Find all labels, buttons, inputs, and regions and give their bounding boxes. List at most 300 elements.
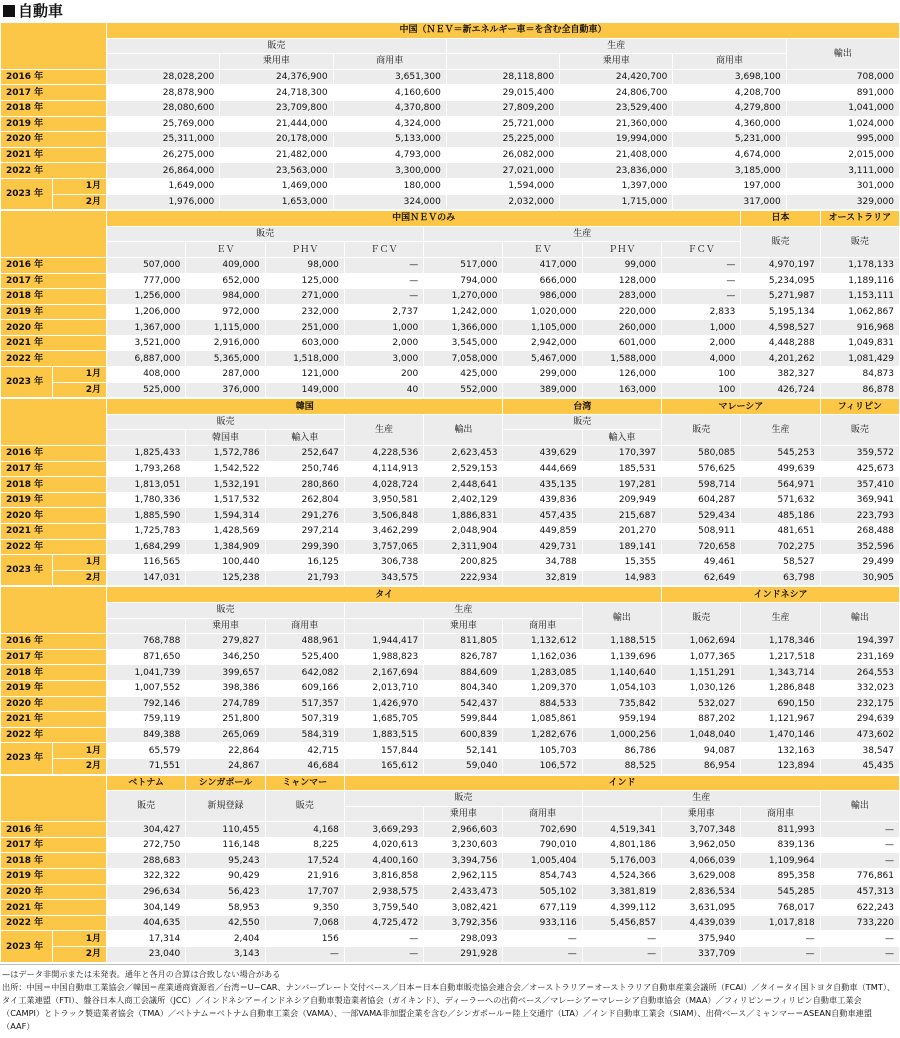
sub-header (107, 430, 186, 446)
data-cell: 232,000 (265, 304, 344, 320)
data-cell: 1,081,429 (820, 351, 899, 367)
data-cell: 3,300,000 (333, 163, 446, 179)
data-cell: 100,440 (186, 555, 265, 571)
data-cell: 584,319 (265, 727, 344, 743)
data-cell: 357,410 (820, 477, 899, 493)
row-year-label: 2016 年 (1, 446, 107, 462)
data-cell: 1,976,000 (107, 194, 220, 210)
data-cell: 1,151,291 (662, 665, 741, 681)
table-row (1, 539, 900, 555)
data-cell: 1,426,970 (344, 696, 423, 712)
data-cell: 1,270,000 (424, 289, 503, 305)
table-row (1, 382, 900, 398)
table-row (1, 289, 900, 305)
data-cell: 891,000 (786, 85, 899, 101)
row-year-label: 2019 年 (1, 680, 107, 696)
data-cell: 21,408,000 (560, 147, 673, 163)
table-row (1, 446, 900, 462)
row-year-label: 2019 年 (1, 116, 107, 132)
data-cell: 2,013,710 (344, 680, 423, 696)
data-cell: 42,715 (265, 743, 344, 759)
data-cell: 3,629,008 (662, 869, 741, 885)
data-cell: 4,324,000 (333, 116, 446, 132)
data-cell: 1,286,848 (741, 680, 820, 696)
data-cell: 1,109,964 (741, 853, 820, 869)
group-header: 販売 (662, 414, 741, 445)
group-header: 輸出 (424, 414, 503, 445)
data-cell: 1,005,404 (503, 853, 582, 869)
data-cell: 19,994,000 (560, 132, 673, 148)
data-cell: 4,970,197 (741, 257, 820, 273)
data-cell: 329,000 (786, 194, 899, 210)
data-cell: 1,153,111 (820, 289, 899, 305)
data-cell: 1,085,861 (503, 712, 582, 728)
table-row (1, 335, 900, 351)
group-header: 販売 (820, 226, 899, 257)
data-cell: — (820, 837, 899, 853)
data-cell: 24,718,300 (220, 85, 333, 101)
data-cell: 27,809,200 (446, 100, 559, 116)
table-row (1, 132, 900, 148)
data-cell: 425,673 (820, 461, 899, 477)
data-cell: 3,651,300 (333, 69, 446, 85)
group-header: 新規登録 (186, 791, 265, 822)
data-cell: 2,015,000 (786, 147, 899, 163)
data-cell: 4,524,366 (582, 869, 661, 885)
data-cell: 1,024,000 (786, 116, 899, 132)
data-cell: 507,000 (107, 257, 186, 273)
data-cell: 972,000 (186, 304, 265, 320)
data-cell: 32,819 (503, 570, 582, 586)
data-cell: 508,911 (662, 524, 741, 540)
data-cell: 5,231,000 (673, 132, 786, 148)
sub-header (344, 806, 423, 822)
table-row (1, 884, 900, 900)
data-cell: 1,139,696 (582, 649, 661, 665)
data-cell: 1,397,000 (560, 178, 673, 194)
data-cell: 189,141 (582, 539, 661, 555)
data-cell: 14,983 (582, 570, 661, 586)
data-cell: 24,867 (186, 758, 265, 774)
data-cell: 264,553 (820, 665, 899, 681)
sub-header: 輸入車 (265, 430, 344, 446)
group-header: 生産 (344, 602, 582, 618)
row-year-label: 2018 年 (1, 100, 107, 116)
data-cell: 3,394,756 (424, 853, 503, 869)
data-cell: 5,195,134 (741, 304, 820, 320)
row-year-2023-label: 2023 年 (1, 555, 53, 586)
data-cell: 4,208,700 (673, 85, 786, 101)
data-cell: 222,934 (424, 570, 503, 586)
data-cell: 25,721,000 (446, 116, 559, 132)
data-cell: 3,707,348 (662, 822, 741, 838)
data-cell: — (503, 947, 582, 963)
data-cell: 100 (662, 367, 741, 383)
data-cell: 4,448,288 (741, 335, 820, 351)
table-row (1, 680, 900, 696)
sub-header: ＦＣＶ (662, 242, 741, 258)
data-cell: 185,531 (582, 461, 661, 477)
data-cell: 794,000 (424, 273, 503, 289)
table-row (1, 85, 900, 101)
table-row (1, 163, 900, 179)
sub-header (503, 430, 582, 446)
table-row (1, 555, 900, 571)
data-cell: 26,082,000 (446, 147, 559, 163)
data-cell: 3,669,293 (344, 822, 423, 838)
data-cell: 485,186 (741, 508, 820, 524)
row-year-label: 2018 年 (1, 477, 107, 493)
data-cell: 916,968 (820, 320, 899, 336)
data-cell: 26,864,000 (107, 163, 220, 179)
data-cell: 1,242,000 (424, 304, 503, 320)
data-cell: 299,390 (265, 539, 344, 555)
table-row (1, 492, 900, 508)
data-cell: 324,000 (333, 194, 446, 210)
data-cell: 5,365,000 (186, 351, 265, 367)
region-header: シンガポール (186, 775, 265, 791)
data-cell: 287,000 (186, 367, 265, 383)
row-year-label: 2022 年 (1, 915, 107, 931)
row-month-label: 2月 (53, 194, 107, 210)
data-cell: — (582, 931, 661, 947)
data-cell: 294,639 (820, 712, 899, 728)
data-cell: 1,178,133 (820, 257, 899, 273)
row-year-2023-label: 2023 年 (1, 367, 53, 398)
sub-header: 商用車 (673, 54, 786, 70)
table-row (1, 869, 900, 885)
data-cell: 2,402,129 (424, 492, 503, 508)
data-cell: 1,988,823 (344, 649, 423, 665)
data-cell: 552,000 (424, 382, 503, 398)
data-cell: 1,883,515 (344, 727, 423, 743)
data-cell: 525,400 (265, 649, 344, 665)
data-cell: 116,148 (186, 837, 265, 853)
data-cell: 2,836,534 (662, 884, 741, 900)
data-cell: 1,178,346 (741, 634, 820, 650)
row-year-label: 2021 年 (1, 900, 107, 916)
data-cell: — (820, 853, 899, 869)
data-cell: 1,217,518 (741, 649, 820, 665)
data-cell: 984,000 (186, 289, 265, 305)
data-cell: 1,077,365 (662, 649, 741, 665)
data-cell: 4,114,913 (344, 461, 423, 477)
row-year-label: 2016 年 (1, 822, 107, 838)
data-cell: 42,550 (186, 915, 265, 931)
data-cell: 322,322 (107, 869, 186, 885)
data-cell: 27,021,000 (446, 163, 559, 179)
data-cell: 163,000 (582, 382, 661, 398)
data-cell: 3,950,581 (344, 492, 423, 508)
data-cell: 1,813,051 (107, 477, 186, 493)
row-year-2023-label: 2023 年 (1, 743, 53, 774)
data-cell: 30,905 (820, 570, 899, 586)
data-cell: 283,000 (582, 289, 661, 305)
data-cell: 3,462,299 (344, 524, 423, 540)
data-cell: 149,000 (265, 382, 344, 398)
data-cell: 4,674,000 (673, 147, 786, 163)
sub-header: 乗用車 (220, 54, 333, 70)
group-header: 生産 (741, 414, 820, 445)
data-cell: 2,311,904 (424, 539, 503, 555)
sub-header (107, 618, 186, 634)
region-header: 日本 (741, 211, 820, 227)
table-china-all (0, 22, 900, 210)
data-cell: 1,007,552 (107, 680, 186, 696)
data-cell: 337,709 (662, 947, 741, 963)
row-month-label: 1月 (53, 743, 107, 759)
data-cell: 3,792,356 (424, 915, 503, 931)
row-year-label: 2021 年 (1, 147, 107, 163)
data-cell: 17,314 (107, 931, 186, 947)
table-row (1, 351, 900, 367)
table-row (1, 178, 900, 194)
data-cell: 854,743 (503, 869, 582, 885)
data-cell: 1,594,000 (446, 178, 559, 194)
table-row (1, 931, 900, 947)
region-header: 台湾 (503, 399, 662, 415)
data-cell: 1,780,336 (107, 492, 186, 508)
group-header: 販売 (820, 414, 899, 445)
table-thailand-indonesia (0, 586, 900, 774)
data-cell: 1,041,000 (786, 100, 899, 116)
sub-header: 乗用車 (424, 618, 503, 634)
data-cell: 1,206,000 (107, 304, 186, 320)
data-cell: 1,825,433 (107, 446, 186, 462)
data-cell: 94,087 (662, 743, 741, 759)
data-cell: 2,966,603 (424, 822, 503, 838)
data-cell: — (344, 257, 423, 273)
data-cell: 274,789 (186, 696, 265, 712)
data-cell: 4,793,000 (333, 147, 446, 163)
data-cell: 279,827 (186, 634, 265, 650)
table-row (1, 727, 900, 743)
group-header: 販売 (107, 602, 345, 618)
data-cell: 499,639 (741, 461, 820, 477)
data-cell: 7,058,000 (424, 351, 503, 367)
data-cell: 5,467,000 (503, 351, 582, 367)
data-cell: 532,027 (662, 696, 741, 712)
data-cell: 542,437 (424, 696, 503, 712)
sub-header: ＦＣＶ (344, 242, 423, 258)
sub-header (344, 618, 423, 634)
data-cell: 1,132,612 (503, 634, 582, 650)
data-cell: 735,842 (582, 696, 661, 712)
data-cell: 1,793,268 (107, 461, 186, 477)
data-cell: 29,015,400 (446, 85, 559, 101)
data-cell: 425,000 (424, 367, 503, 383)
data-cell: 359,572 (820, 446, 899, 462)
data-cell: 343,575 (344, 570, 423, 586)
sub-header: 韓国車 (186, 430, 265, 446)
data-cell: 429,731 (503, 539, 582, 555)
sub-header: 商用車 (333, 54, 446, 70)
data-cell: 201,270 (582, 524, 661, 540)
data-cell: 1,062,867 (820, 304, 899, 320)
row-year-label: 2022 年 (1, 539, 107, 555)
data-cell: 790,010 (503, 837, 582, 853)
table-row (1, 900, 900, 916)
data-cell: 23,529,400 (560, 100, 673, 116)
data-cell: 288,683 (107, 853, 186, 869)
data-cell: 2,000 (662, 335, 741, 351)
region-header: オーストラリア (820, 211, 899, 227)
table-row (1, 477, 900, 493)
data-cell: 1,384,909 (186, 539, 265, 555)
data-cell: 20,178,000 (220, 132, 333, 148)
data-cell: 1,115,000 (186, 320, 265, 336)
row-year-label: 2022 年 (1, 727, 107, 743)
table-row (1, 570, 900, 586)
data-cell: 839,136 (741, 837, 820, 853)
data-cell: 21,793 (265, 570, 344, 586)
data-cell: 297,214 (265, 524, 344, 540)
table-row (1, 147, 900, 163)
row-year-2023-label: 2023 年 (1, 931, 53, 962)
data-cell: 128,000 (582, 273, 661, 289)
data-cell: 3,143 (186, 947, 265, 963)
data-cell: 23,040 (107, 947, 186, 963)
data-cell: — (344, 947, 423, 963)
data-cell: — (662, 273, 741, 289)
data-cell: 84,873 (820, 367, 899, 383)
data-cell: 481,651 (741, 524, 820, 540)
data-cell: 25,769,000 (107, 116, 220, 132)
table-row (1, 837, 900, 853)
data-cell: 811,805 (424, 634, 503, 650)
sub-header (446, 54, 559, 70)
sub-header: 商用車 (741, 806, 820, 822)
data-cell: 777,000 (107, 273, 186, 289)
data-cell: 332,023 (820, 680, 899, 696)
data-cell: 1,367,000 (107, 320, 186, 336)
data-cell: 1,588,000 (582, 351, 661, 367)
data-cell: 2,433,473 (424, 884, 503, 900)
data-cell: 58,527 (741, 555, 820, 571)
group-header: 販売 (344, 791, 582, 807)
data-cell: 21,444,000 (220, 116, 333, 132)
data-cell: 505,102 (503, 884, 582, 900)
data-cell: 296,634 (107, 884, 186, 900)
group-header: 販売 (107, 226, 424, 242)
row-year-label: 2019 年 (1, 869, 107, 885)
table-row (1, 947, 900, 963)
table-korea-taiwan-malaysia-philippines (0, 398, 900, 586)
data-cell: 601,000 (582, 335, 661, 351)
data-cell: 507,319 (265, 712, 344, 728)
data-cell: 9,350 (265, 900, 344, 916)
data-cell: 23,709,800 (220, 100, 333, 116)
table-row (1, 461, 900, 477)
data-cell: 88,525 (582, 758, 661, 774)
data-cell: 2,000 (344, 335, 423, 351)
group-header: 生産 (446, 38, 786, 54)
table-row (1, 649, 900, 665)
data-cell: 3,230,603 (424, 837, 503, 853)
data-cell: 1,684,299 (107, 539, 186, 555)
data-cell: 1,366,000 (424, 320, 503, 336)
data-cell: 40 (344, 382, 423, 398)
sub-header: 乗用車 (560, 54, 673, 70)
data-cell: 598,714 (662, 477, 741, 493)
data-cell: 1,517,532 (186, 492, 265, 508)
data-cell: 576,625 (662, 461, 741, 477)
row-year-label: 2017 年 (1, 85, 107, 101)
data-cell: 90,429 (186, 869, 265, 885)
data-cell: 200,825 (424, 555, 503, 571)
data-cell: 995,000 (786, 132, 899, 148)
data-cell: 571,632 (741, 492, 820, 508)
data-cell: 2,833 (662, 304, 741, 320)
data-cell: — (662, 289, 741, 305)
data-cell: 21,482,000 (220, 147, 333, 163)
data-cell: 768,017 (741, 900, 820, 916)
data-cell: 933,116 (503, 915, 582, 931)
group-header: 販売 (503, 414, 662, 430)
data-cell: 444,669 (503, 461, 582, 477)
data-cell: 4,279,800 (673, 100, 786, 116)
data-cell: 7,068 (265, 915, 344, 931)
data-cell: 346,250 (186, 649, 265, 665)
data-cell: 1,282,676 (503, 727, 582, 743)
data-cell: 435,135 (503, 477, 582, 493)
group-header: 生産 (344, 414, 423, 445)
data-cell: 17,524 (265, 853, 344, 869)
data-cell: 652,000 (186, 273, 265, 289)
data-cell: 2,167,694 (344, 665, 423, 681)
data-cell: 123,894 (741, 758, 820, 774)
data-cell: 2,529,153 (424, 461, 503, 477)
data-cell: 2,938,575 (344, 884, 423, 900)
data-cell: 3,000 (344, 351, 423, 367)
data-cell: 165,612 (344, 758, 423, 774)
data-cell: 2,623,453 (424, 446, 503, 462)
corner-cell (1, 587, 107, 634)
data-cell: 702,690 (503, 822, 582, 838)
sub-header: 乗用車 (662, 806, 741, 822)
region-header: マレーシア (662, 399, 821, 415)
data-cell: 545,285 (741, 884, 820, 900)
data-cell: 3,631,095 (662, 900, 741, 916)
data-cell: 194,397 (820, 634, 899, 650)
data-cell: 399,657 (186, 665, 265, 681)
table-row (1, 915, 900, 931)
row-year-label: 2020 年 (1, 132, 107, 148)
data-cell: 986,000 (503, 289, 582, 305)
row-month-label: 2月 (53, 382, 107, 398)
region-header: 中国ＮＥＶのみ (107, 211, 741, 227)
row-year-label: 2020 年 (1, 320, 107, 336)
table-row (1, 116, 900, 132)
table-row (1, 194, 900, 210)
sub-header (424, 242, 503, 258)
data-cell: 110,455 (186, 822, 265, 838)
data-cell: 3,521,000 (107, 335, 186, 351)
data-cell: 4,400,160 (344, 853, 423, 869)
data-cell: 1,470,146 (741, 727, 820, 743)
sub-header: 商用車 (265, 618, 344, 634)
data-cell: 352,596 (820, 539, 899, 555)
data-cell: 1,020,000 (503, 304, 582, 320)
data-cell: 197,281 (582, 477, 661, 493)
sub-header: 乗用車 (424, 806, 503, 822)
row-month-label: 1月 (53, 367, 107, 383)
data-cell: 126,000 (582, 367, 661, 383)
data-cell: 4,028,724 (344, 477, 423, 493)
data-cell: 3,185,000 (673, 163, 786, 179)
data-cell: 299,000 (503, 367, 582, 383)
data-cell: 2,737 (344, 304, 423, 320)
